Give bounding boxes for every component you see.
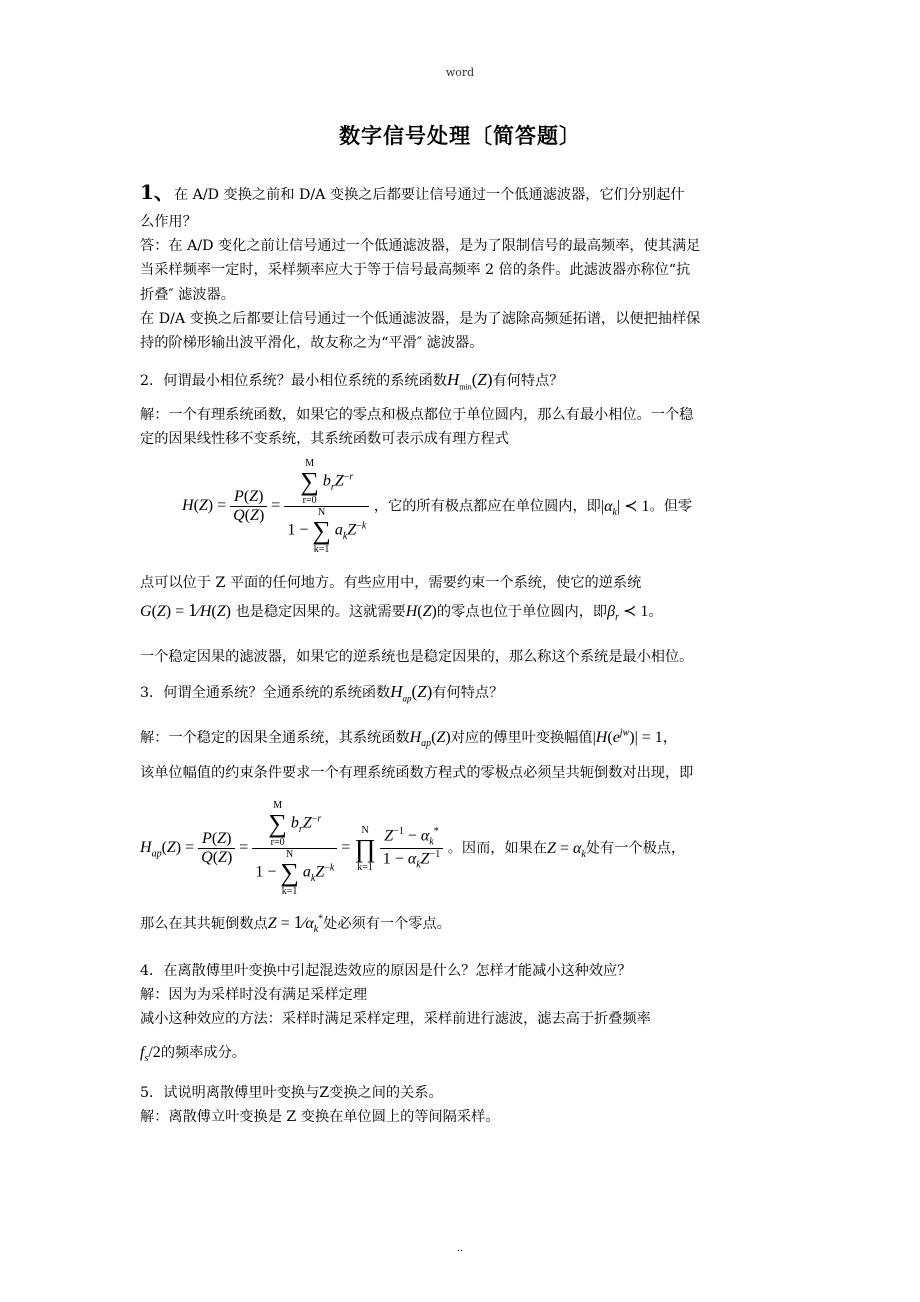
q1-answer-line: 在 D/A 变换之后都要让信号通过一个低通滤波器，是为了滤除高频延拓谱，以便把抽样保 bbox=[140, 311, 701, 327]
q2-question: 2．何谓最小相位系统？最小相位系统的系统函数$H_{min}(Z)$有何特点？ bbox=[140, 370, 564, 392]
page-footer: .. bbox=[456, 1243, 464, 1254]
q1-answer-line: 折叠″ 滤波器。 bbox=[140, 287, 235, 303]
q1-answer-line: 当采样频率一定时，采样频率应大于等于信号最高频率 2 倍的条件。此滤波器亦称位“抗 bbox=[140, 262, 691, 278]
q2-solution-line: 解：一个有理系统函数，如果它的零点和极点都位于单位圆内，那么有最小相位。一个稳 bbox=[140, 407, 694, 423]
q2-inverse-line: G(Z) = 1∕H(Z) 也是稳定因果的。这就需要H(Z)的零点也位于单位圆内，即$\beta_r$ ≺ 1。 bbox=[140, 600, 663, 624]
q1-answer-line: 持的阶梯形输出波平滑化，故友称之为“平滑″ 滤波器。 bbox=[140, 335, 484, 351]
q1-question-cont: 么作用？ bbox=[140, 214, 197, 230]
q3-solution-line: 该单位幅值的约束条件要求一个有理系统函数方程式的零极点必须呈共轭倒数对出现，即 bbox=[140, 765, 694, 781]
page-title: 数字信号处理〔简答题〕 bbox=[339, 123, 581, 148]
q2-equation: H(Z) = $\frac{P(Z)}{Q(Z)}$ = M ∑ r=0 $b_rZ^{-r}$ 1 − N ∑ k=1 $a_kZ^{-k}$ ，它的所有极点都应在单位圆内，即$|\alpha_k|$ ≺ 1。但零 bbox=[182, 458, 693, 555]
q3-equation: $H_{ap}(Z)$ = $\frac{P(Z)}{Q(Z)}$ = M ∑ r=0 $b_rZ^{-r}$ 1 − N ∑ k=1 $a_kZ^{-k}$ = N ∏ k=1 $\frac{Z^{-1} - \alpha_k^*}{1 - \alpha_kZ^{-1}}$ 。因而，如果在$Z = \alpha_k$处有一个极点， bbox=[140, 800, 686, 897]
q1-question: 1、在 A/D 变换之前和 D/A 变换之后都要让信号通过一个低通滤波器，它们分别起什 bbox=[140, 180, 685, 204]
q5-solution-line: 解：离散傅立叶变换是 Z 变换在单位圆上的等间隔采样。 bbox=[140, 1109, 500, 1125]
q2-solution-line: 点可以位于 Z 平面的任何地方。有些应用中，需要约束一个系统，使它的逆系统 bbox=[140, 575, 642, 591]
g-inverse-formula: G(Z) = 1∕H(Z) bbox=[140, 600, 231, 620]
q3-solution-line: 那么在其共轭倒数点$Z = 1∕\alpha_k^*$处必须有一个零点。 bbox=[140, 912, 451, 936]
q4-solution-line: 减小这种效应的方法：采样时满足采样定理，采样前进行滤波，滤去高于折叠频率 bbox=[140, 1011, 651, 1027]
q3-question: 3．何谓全通系统？全通系统的系统函数$H_{ap}(Z)$有何特点？ bbox=[140, 682, 504, 704]
page-header: word bbox=[445, 66, 475, 79]
q1-answer-line: 答：在 A/D 变化之前让信号通过一个低通滤波器，是为了限制信号的最高频率，使其满足 bbox=[140, 238, 701, 254]
hap-formula: $H_{ap}(Z)$ bbox=[390, 682, 433, 704]
q3-solution-line: 解：一个稳定的因果全通系统，其系统函数$H_{ap}(Z)$对应的傅里叶变换幅值$|H(e^{jw})| = 1$， bbox=[140, 727, 678, 750]
alpha-k-condition: $|\alpha_k|$ ≺ 1 bbox=[600, 497, 650, 518]
q2-solution-line: 一个稳定因果的滤波器，如果它的逆系统也是稳定因果的，那么称这个系统是最小相位。 bbox=[140, 649, 694, 665]
q1-number: 1、 bbox=[140, 180, 174, 204]
hmin-formula: $H_{min}(Z)$ bbox=[446, 370, 493, 392]
q5-question: 5．试说明离散傅里叶变换与Z变换之间的关系。 bbox=[140, 1085, 443, 1101]
q4-solution-line: 解：因为为采样时没有满足采样定理 bbox=[140, 987, 368, 1003]
q4-question: 4．在离散傅里叶变换中引起混迭效应的原因是什么？怎样才能减小这种效应？ bbox=[140, 963, 632, 979]
q2-solution-line: 定的因果线性移不变系统，其系统函数可表示成有理方程式 bbox=[140, 431, 509, 447]
q4-solution-line: $f_s/2$的频率成分。 bbox=[140, 1044, 246, 1065]
